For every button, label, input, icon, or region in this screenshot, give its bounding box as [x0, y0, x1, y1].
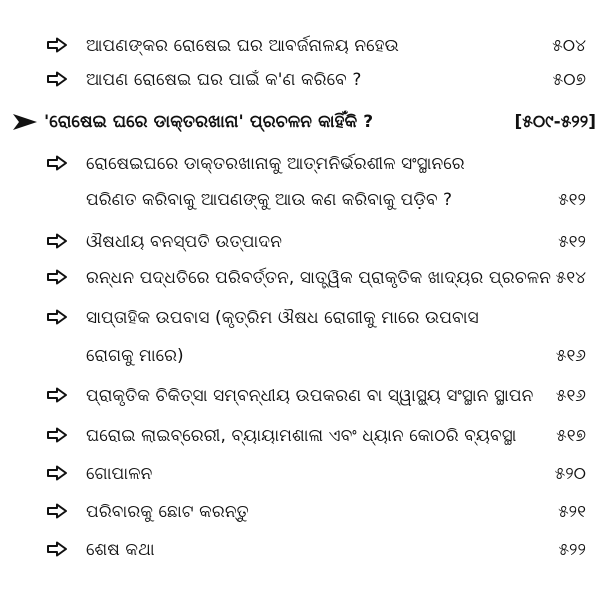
hollow-arrow-icon [46, 309, 68, 325]
hollow-arrow-icon [46, 155, 68, 171]
hollow-arrow-icon [46, 541, 68, 557]
hollow-arrow-icon [46, 427, 68, 443]
toc-entry-title: ଆପଣଙ୍କର ରୋଷେଇ ଘର ଆବର୍ଜନାଳୟ ନହେଉ [86, 36, 399, 56]
toc-entry-page: ୫୧୨ [558, 232, 586, 252]
toc-entry[interactable] [0, 534, 600, 566]
toc-entry[interactable] [0, 262, 600, 294]
toc-entry-page: ୫୨୦ [554, 464, 586, 484]
toc-entry-page: ୫୧୨ [558, 190, 586, 210]
toc-entry-title: ଗୋପାଳନ [86, 464, 153, 484]
toc-entry-title: ପ୍ରାକୃତିକ ଚିକିତ୍ସା ସମ୍ବନ୍ଧୀୟ ଉପକରଣ ବା ସ୍ୱାସ୍ଥ୍ୟ ସଂସ୍ଥାନ ସ୍ଥାପନ [86, 386, 534, 406]
hollow-arrow-icon [46, 269, 68, 285]
toc-entry-title-line1: ରୋଷେଇଘରେ ଡାକ୍ତରଖାନାକୁ ଆତ୍ମନିର୍ଭରଶୀଳ ସଂସ୍ଥାନରେ [86, 154, 465, 174]
hollow-arrow-icon [46, 503, 68, 519]
hollow-arrow-icon [46, 465, 68, 481]
toc-entry[interactable] [0, 226, 600, 258]
toc-section-entry[interactable] [0, 106, 600, 138]
toc-section-page-range: [୫୦୯-୫୨୨] [514, 112, 596, 132]
hollow-arrow-icon [46, 233, 68, 249]
toc-entry[interactable] [0, 458, 600, 490]
hollow-arrow-icon [46, 37, 68, 53]
toc-entry-title: ଶେଷ କଥା [86, 540, 155, 560]
toc-entry[interactable] [0, 496, 600, 528]
toc-entry-page: ୫୧୪ [555, 268, 586, 288]
toc-entry-title: ଔଷଧୀୟ ବନସ୍ପତି ଉତ୍ପାଦନ [86, 232, 283, 252]
hollow-arrow-icon [46, 71, 68, 87]
toc-entry-title: ଆପଣ ରୋଷେଇ ଘର ପାଇଁ କ'ଣ କରିବେ ? [86, 70, 362, 90]
toc-entry-title-line1: ସାପ୍ତାହିକ ଉପବାସ (କୃତ୍ରିମ ଔଷଧ ରୋଗୀକୁ ମାରେ ଉପବାସ [86, 308, 479, 328]
toc-entry-title-line2: ପରିଣତ କରିବାକୁ ଆପଣଙ୍କୁ ଆଉ କଣ କରିବାକୁ ପଡ଼ିବ ? [86, 190, 452, 210]
toc-entry-title: ଘରୋଇ ଲାଇବ୍ରେରୀ, ବ୍ୟାୟାମଶାଳା ଏବଂ ଧ୍ୟାନ କୋଠରି ବ୍ୟବସ୍ଥା [86, 426, 517, 446]
toc-entry-page: ୫୨୧ [558, 502, 586, 522]
toc-section-title: 'ରୋଷେଇ ଘରେ ଡାକ୍ତରଖାନା' ପ୍ରଚଳନ କାହିଁକି ? [44, 112, 374, 132]
toc-entry[interactable] [0, 30, 600, 62]
toc-entry[interactable] [0, 148, 600, 180]
toc-entry-page: ୫୧୬ [555, 386, 586, 406]
toc-entry[interactable] [0, 380, 600, 412]
toc-entry[interactable] [0, 302, 600, 334]
toc-entry-page: ୫୧୬ [555, 346, 586, 366]
toc-entry-page: ୫୦୭ [552, 70, 586, 90]
hollow-arrow-icon [46, 387, 68, 403]
toc-entry-title: ପରିବାରକୁ ଛୋଟ କରନ୍ତୁ [86, 502, 249, 522]
toc-entry[interactable] [0, 64, 600, 96]
toc-entry-continuation[interactable] [0, 340, 600, 372]
toc-entry-title-line2: ରୋଗକୁ ମାରେ) [86, 346, 184, 366]
toc-entry-title: ରନ୍ଧନ ପଦ୍ଧତିରେ ପରିବର୍ତ୍ତନ, ସାତ୍ତ୍ୱିକ ପ୍ରାକୃତିକ ଖାଦ୍ୟର ପ୍ରଚଳନ [86, 268, 552, 288]
solid-arrowhead-icon [12, 113, 38, 131]
toc-entry[interactable] [0, 420, 600, 452]
toc-entry-page: ୫୧୭ [556, 426, 586, 446]
toc-entry-page: ୫୨୨ [558, 540, 586, 560]
toc-entry-page: ୫୦୪ [552, 36, 586, 56]
toc-entry-continuation[interactable] [0, 184, 600, 216]
